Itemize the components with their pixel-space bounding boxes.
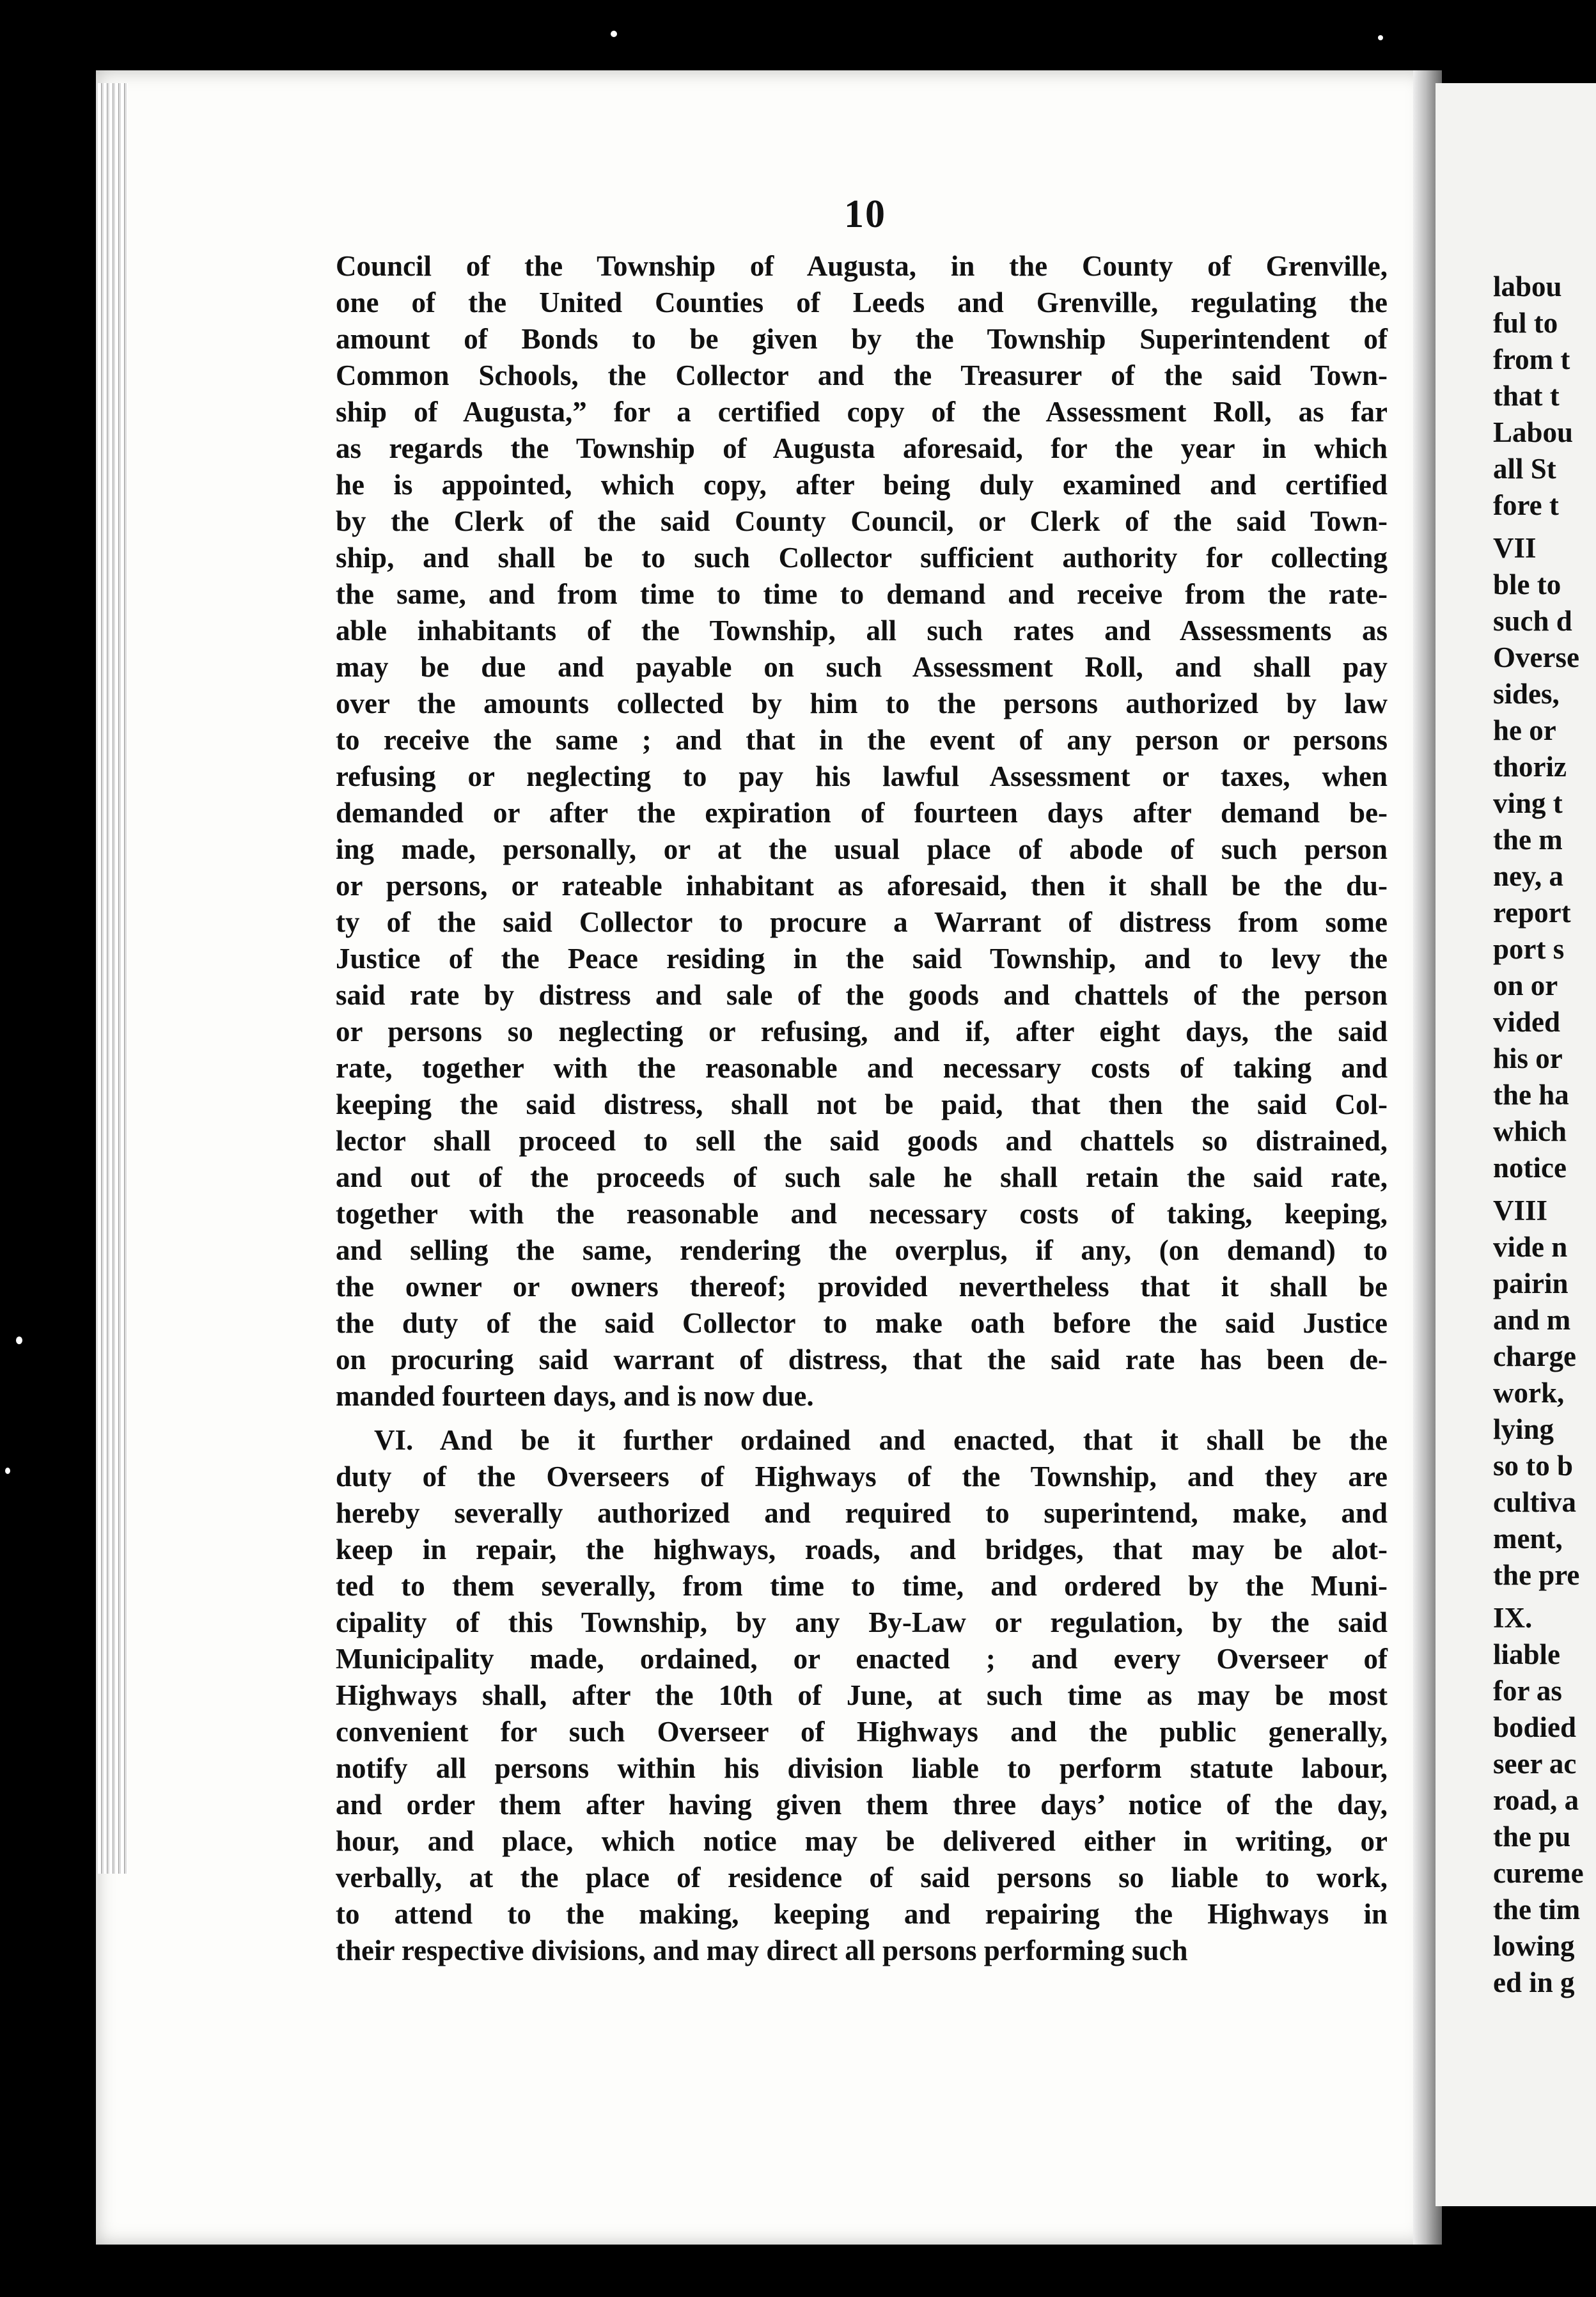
facing-page-line: port s xyxy=(1493,933,1565,965)
facing-page-line: such d xyxy=(1493,605,1572,637)
facing-page-line: ful to xyxy=(1493,307,1558,339)
facing-page-line: pairin xyxy=(1493,1267,1569,1299)
scan-speck xyxy=(16,1337,22,1344)
text-line: to receive the same ; and that in the event of any person or persons xyxy=(336,724,1388,756)
scan-speck xyxy=(1378,35,1383,40)
facing-page-line: ed in g xyxy=(1493,1966,1575,1998)
facing-page-line: so to b xyxy=(1493,1450,1574,1482)
text-line: as regards the Township of Augusta aforesaid, for the year in which xyxy=(336,432,1388,464)
facing-page-line: from t xyxy=(1493,343,1570,375)
facing-page-line: VII xyxy=(1493,532,1537,564)
text-line: VI. And be it further ordained and enacted, that it shall be the xyxy=(374,1424,1388,1456)
text-line: ship, and shall be to such Collector sufficient authority for collecting xyxy=(336,542,1388,574)
facing-page-line: that t xyxy=(1493,380,1560,412)
facing-page-text xyxy=(1493,269,1584,2001)
text-line: lector shall proceed to sell the said goods and chattels so distrained, xyxy=(336,1125,1388,1157)
scan-speck xyxy=(5,1468,10,1474)
text-line: Municipality made, ordained, or enacted ; and every Overseer of xyxy=(336,1643,1388,1675)
facing-page-line: lying xyxy=(1493,1413,1554,1445)
facing-page-line: ment, xyxy=(1493,1523,1563,1555)
text-line: Common Schools, the Collector and the Treasurer of the said Town- xyxy=(336,359,1388,391)
text-line: ty of the said Collector to procure a Warrant of distress from some xyxy=(336,906,1388,938)
text-line: he is appointed, which copy, after being duly examined and certified xyxy=(336,469,1388,501)
text-line: keep in repair, the highways, roads, and bridges, that may be alot- xyxy=(336,1533,1388,1565)
text-line: their respective divisions, and may direct all persons performing such xyxy=(336,1934,1188,1966)
text-line: and out of the proceeds of such sale he shall retain the said rate, xyxy=(336,1161,1388,1193)
facing-page-line: report xyxy=(1493,897,1571,929)
text-line: may be due and payable on such Assessment Roll, and shall pay xyxy=(336,651,1388,683)
facing-page-line: labou xyxy=(1493,270,1562,302)
facing-page-line: the pre xyxy=(1493,1559,1580,1591)
facing-page-line: ney, a xyxy=(1493,860,1564,892)
text-line: or persons so neglecting or refusing, and if, after eight days, the said xyxy=(336,1015,1388,1047)
facing-page-line: his or xyxy=(1493,1042,1563,1074)
facing-page-line: charge xyxy=(1493,1340,1576,1372)
facing-page-line: the ha xyxy=(1493,1079,1569,1111)
facing-page-line: the m xyxy=(1493,824,1563,856)
body-text xyxy=(336,248,1388,1969)
scan-speck xyxy=(611,31,617,37)
facing-page-line: bodied xyxy=(1493,1711,1577,1743)
facing-page-line: all St xyxy=(1493,453,1556,485)
text-line: amount of Bonds to be given by the Township Superintendent of xyxy=(336,323,1388,355)
facing-page-line: thoriz xyxy=(1493,751,1567,783)
text-line: verbally, at the place of residence of said persons so liable to work, xyxy=(336,1862,1388,1893)
facing-page-line: liable xyxy=(1493,1638,1561,1670)
text-line: rate, together with the reasonable and necessary costs of taking and xyxy=(336,1052,1388,1084)
text-line: notify all persons within his division liable to perform statute labour, xyxy=(336,1752,1388,1784)
facing-page-line: cultiva xyxy=(1493,1486,1576,1518)
facing-page-line: road, a xyxy=(1493,1784,1579,1816)
facing-page-line: notice xyxy=(1493,1152,1567,1184)
facing-page-line: lowing xyxy=(1493,1930,1575,1962)
text-line: convenient for such Overseer of Highways and the public generally, xyxy=(336,1716,1388,1748)
text-line: one of the United Counties of Leeds and Grenville, regulating the xyxy=(336,286,1388,318)
facing-page-line: which xyxy=(1493,1115,1567,1147)
page-number: 10 xyxy=(844,192,886,236)
facing-page-line: fore t xyxy=(1493,489,1559,521)
text-line: over the amounts collected by him to the persons authorized by law xyxy=(336,687,1388,719)
text-line: together with the reasonable and necessary costs of taking, keeping, xyxy=(336,1198,1388,1230)
facing-page-line: the tim xyxy=(1493,1893,1581,1925)
text-line: the same, and from time to time to demand and receive from the rate- xyxy=(336,578,1388,610)
facing-page-line: ble to xyxy=(1493,568,1561,600)
text-line: ship of Augusta,” for a certified copy of the Assessment Roll, as far xyxy=(336,396,1388,428)
facing-page-line: on or xyxy=(1493,969,1558,1001)
text-line: or persons, or rateable inhabitant as aforesaid, then it shall be the du- xyxy=(336,870,1388,902)
text-line: duty of the Overseers of Highways of the Township, and they are xyxy=(336,1461,1388,1493)
facing-page-line: vided xyxy=(1493,1006,1561,1038)
facing-page-line: VIII xyxy=(1493,1195,1548,1227)
facing-page-line: ving t xyxy=(1493,787,1563,819)
text-line: Justice of the Peace residing in the said Township, and to levy the xyxy=(336,943,1388,975)
text-line: ted to them severally, from time to time, and ordered by the Muni- xyxy=(336,1570,1388,1602)
text-line: demanded or after the expiration of fourteen days after demand be- xyxy=(336,797,1388,829)
text-line: said rate by distress and sale of the goods and chattels of the person xyxy=(336,979,1388,1011)
text-line: by the Clerk of the said County Council, or Clerk of the said Town- xyxy=(336,505,1388,537)
facing-page-line: work, xyxy=(1493,1377,1565,1409)
text-line: hour, and place, which notice may be delivered either in writing, or xyxy=(336,1825,1388,1857)
facing-page-line: Overse xyxy=(1493,641,1579,673)
page-edges xyxy=(96,83,128,1874)
facing-page-line: for as xyxy=(1493,1675,1562,1707)
text-line: cipality of this Township, by any By-Law or regulation, by the said xyxy=(336,1606,1388,1638)
text-line: Council of the Township of Augusta, in the County of Grenville, xyxy=(336,250,1388,282)
text-line: ing made, personally, or at the usual place of abode of such person xyxy=(336,833,1388,865)
facing-page-line: seer ac xyxy=(1493,1748,1577,1780)
text-line: the duty of the said Collector to make oath before the said Justice xyxy=(336,1307,1388,1339)
facing-page-line: vide n xyxy=(1493,1231,1568,1263)
text-line: the owner or owners thereof; provided nevertheless that it shall be xyxy=(336,1271,1388,1303)
facing-page-line: sides, xyxy=(1493,678,1560,710)
text-line: keeping the said distress, shall not be paid, that then the said Col- xyxy=(336,1088,1388,1120)
text-line: and order them after having given them three days’ notice of the day, xyxy=(336,1789,1388,1821)
text-line: refusing or neglecting to pay his lawful Assessment or taxes, when xyxy=(336,760,1388,792)
facing-page-line: IX. xyxy=(1493,1602,1533,1634)
facing-page-line: Labou xyxy=(1493,416,1574,448)
text-line: able inhabitants of the Township, all such rates and Assessments as xyxy=(336,615,1388,647)
text-line: hereby severally authorized and required to superintend, make, and xyxy=(336,1497,1388,1529)
text-line: Highways shall, after the 10th of June, at such time as may be most xyxy=(336,1679,1388,1711)
facing-page-line: he or xyxy=(1493,714,1556,746)
text-line: and selling the same, rendering the overplus, if any, (on demand) to xyxy=(336,1234,1388,1266)
text-line: to attend to the making, keeping and repairing the Highways in xyxy=(336,1898,1388,1930)
facing-page-line: the pu xyxy=(1493,1821,1571,1853)
text-line: on procuring said warrant of distress, that the said rate has been de- xyxy=(336,1344,1388,1376)
facing-page-line: and m xyxy=(1493,1304,1571,1336)
facing-page-line: cureme xyxy=(1493,1857,1584,1889)
text-line: manded fourteen days, and is now due. xyxy=(336,1380,814,1412)
